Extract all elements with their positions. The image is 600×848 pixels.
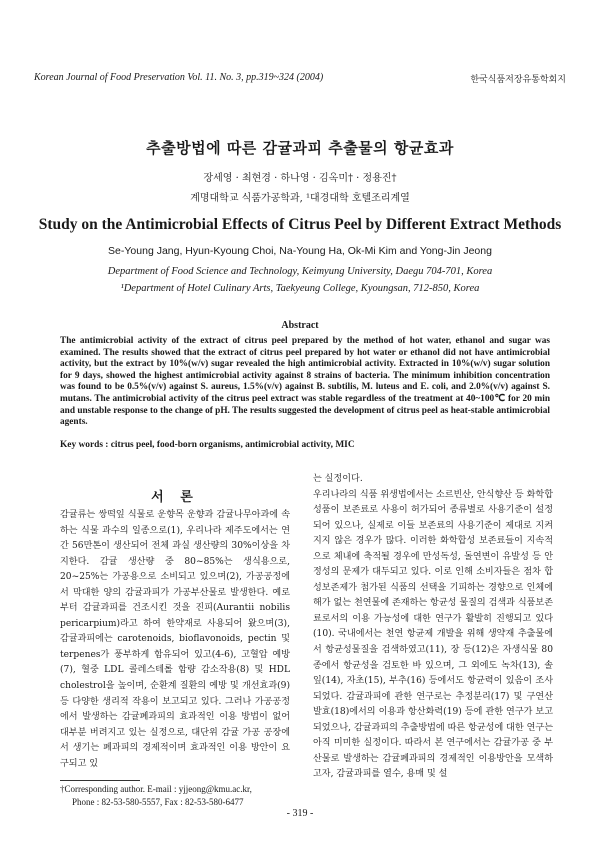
footnote-rule xyxy=(60,780,140,781)
english-affiliation-2: ¹Department of Hotel Culinary Arts, Taekyeung College, Kyoungsan, 712-850, Korea xyxy=(120,283,480,294)
footnote-phone: Phone : 82-53-580-5557, Fax : 82-53-580-6477 xyxy=(72,797,244,807)
left-column-text: 감귤류는 쌍떡잎 식물로 운향목 운향과 감귤나무아과에 속하는 식물 과수의 일종으로(1), 우리나라 제주도에서는 연간 56만톤이 생산되어 전체 과실 생산량의 30%이상을 차지한다. 감귤 생산량 중 80~85%는 생식용으로, 20~25%는 가공용으로 소비되고 있으며(2), 가공공정에서 막대한 양의 감귤과피가 가공부산물로 발생한다. 예로부터 감귤과피를 건조시킨 것을 진피(Aurantii nobilis pericarpium)라고 하여 한약재로 사용되어 왔으며(3), 감귤과피에는 carotenoids, bioflavonoids, pectin 및 terpenes가 풍부하게 함유되어 있고(4-6), 고혈압 예방(7), 혈중 LDL 콜레스테롤 함량 감소작용(8) 및 HDL cholestrol을 높이며, 순환계 질환의 예방 및 개선효과(9) 등 다양한 생리적 작용이 보고되고 있다. 그러나 가공공정에서 발생하는 감귤폐과피의 효과적인 이용 방법이 없어 대부분 버려지고 있는 실정으로, 대단위 감귤 가공 공장에서 생기는 폐과피의 경제적이며 효과적인 이용 방안이 요구되고 있 xyxy=(60,510,290,769)
korean-affiliation: 계명대학교 식품가공학과, ¹대경대학 호텔조리계열 xyxy=(190,193,410,204)
section-title-introduction: 서 론 xyxy=(151,490,199,505)
running-header xyxy=(34,72,566,86)
korean-title: 추출방법에 따른 감귤과피 추출물의 항균효과 xyxy=(146,139,454,157)
keywords: Key words : citrus peel, food-born organisms, antimicrobial activity, MIC xyxy=(60,440,355,450)
page-number: - 319 - xyxy=(286,808,314,819)
english-authors: Se-Young Jang, Hyun-Kyoung Choi, Na-Young Ha, Ok-Mi Kim and Yong-Jin Jeong xyxy=(108,245,492,257)
abstract-text: The antimicrobial activity of the extract of citrus peel prepared by the method of hot water, ethanol and sugar was examined. The results showed that the extract of citrus peel prepared by hot water or ethanol did not have antimicrobial activity, but the extract by 10%(w/v) sugar revealed the high antimicrobial activity. Extracted in 10%(w/v) sugar solution for 9 days, showed the highest antimicrobial activity against 8 strains of bacteria. The minimum inhibition concentration was found to be 0.5%(v/v) against S. aureus, 1.5%(v/v) against B. subtilis, M. luteus and E. coli, and 2.0%(v/v) against S. mutans. The antimicrobial activity of the citrus peel extract was stable regardless of the treatment at 40~100℃ for 20 min and unstable response to the change of pH. The results suggested the development of citrus peel as heat-stable antimicrobial agents. xyxy=(60,336,550,428)
english-affiliation-1: Department of Food Science and Technology, Keimyung University, Daegu 704-701, Korea xyxy=(107,266,493,277)
abstract-heading: Abstract xyxy=(281,320,319,331)
english-title: Study on the Antimicrobial Effects of Citrus Peel by Different Extract Methods xyxy=(38,216,562,233)
korean-authors: 장세영 · 최현경 · 하나영 · 김옥미† · 정용진† xyxy=(203,173,397,184)
society-name: 한국식품저장유통학회지 xyxy=(470,75,566,85)
footnote xyxy=(60,783,300,809)
footnote-email: †Corresponding author. E-mail : yjjeong@kmu.ac.kr, xyxy=(60,784,252,794)
right-column-text: 는 실정이다. 우리나라의 식품 위생법에서는 소르빈산, 안식향산 등 화학합성품이 보존료로 사용이 허가되어 종류별로 사용기준이 설정되어 있으나, 실제로 이들 보존료의 사용기준이 제대로 지켜지지 않은 경우가 많다. 이러한 화학합성 보존료들이 지속적으로 체내에 축적될 경우에 만성독성, 돌연변이 유발성 등 안정성의 문제가 대두되고 있다. 이로 인해 소비자들은 점차 합성보존제가 첨가된 식품의 선택을 기피하는 경향으로 인체에 해가 없는 천연물에 존재하는 항균성 물질의 검색과 식품보존료로서의 이용 가능성에 대한 연구가 활발히 진행되고 있다(10). 국내에서는 천연 항균제 개발을 위해 생약재 추출물에서 항균성물질을 검색하였고(11), 장 등(12)은 자생식물 80종에서 항균성을 검토한 바 있으며, 그 외에도 녹차(13), 솔잎(14), 자초(15), 부추(16) 등에서도 항균력이 있음이 조사되었다. 감귤과피에 관한 연구로는 추정분리(17) 및 구연산 발효(18)에서의 이용과 항산화력(19) 등에 관한 연구가 보고되었으나, 감귤과피의 추출방법에 따른 항균성에 대한 연구는 아직 미미한 실정이다. 따라서 본 연구에서는 감귤가공 중 부산물로 발생하는 감귤폐과피의 경제적인 이용방안을 모색하고자, 감귤과피를 열수, 용매 및 설 xyxy=(313,474,553,780)
journal-citation: Korean Journal of Food Preservation Vol. 11. No. 3, pp.319~324 (2004) xyxy=(34,72,324,83)
